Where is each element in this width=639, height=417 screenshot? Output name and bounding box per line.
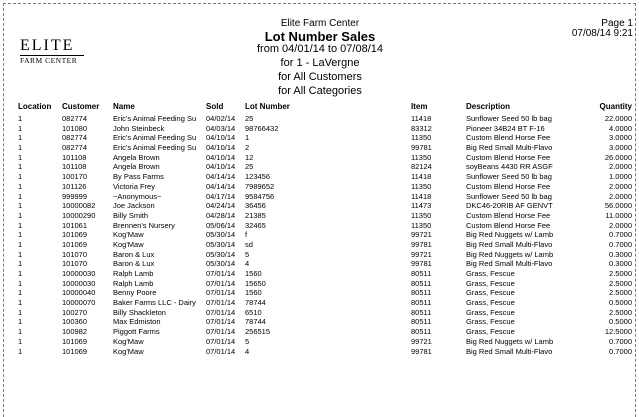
column-header-customer: Customer	[62, 102, 100, 111]
table-row	[0, 124, 639, 134]
location-cell: 1	[18, 346, 23, 356]
quantity-cell: 0.3000	[609, 249, 632, 259]
name-cell: Baron & Lux	[113, 249, 155, 259]
report-title: Lot Number Sales	[264, 29, 376, 44]
sold-date-cell: 07/01/14	[206, 336, 236, 346]
customer-cell: 10000030	[62, 278, 96, 288]
sold-date-cell: 04/14/14	[206, 172, 236, 182]
table-row	[0, 337, 639, 347]
sold-date-cell: 07/01/14	[206, 269, 236, 278]
table-row	[0, 288, 639, 298]
location-cell: 1	[18, 201, 23, 211]
table-row	[0, 250, 639, 260]
description-cell: Pioneer 34B24 BT F-16	[466, 123, 545, 133]
quantity-cell: 2.0000	[609, 162, 632, 172]
customer-cell: 10000082	[62, 201, 96, 211]
location-cell: 1	[18, 239, 23, 249]
sold-date-cell: 05/30/14	[206, 249, 236, 259]
sold-date-cell: 04/10/14	[206, 162, 236, 172]
quantity-cell: 1.0000	[609, 172, 632, 182]
location-cell: 1	[18, 143, 23, 153]
sold-date-cell: 04/10/14	[206, 143, 236, 153]
sold-date-cell: 04/02/14	[206, 114, 236, 123]
column-header-item: Item	[411, 102, 428, 111]
logo-main-text: ELITE	[20, 37, 75, 54]
lot-number-cell: 32465	[245, 220, 266, 230]
lot-number-cell: 5	[245, 249, 250, 259]
table-row	[0, 240, 639, 250]
sold-date-cell: 04/28/14	[206, 210, 236, 220]
table-row	[0, 114, 639, 124]
category-filter: for All Categories	[278, 85, 362, 97]
table-row	[0, 347, 639, 357]
table-row	[0, 298, 639, 308]
customer-cell: 999999	[62, 191, 88, 201]
quantity-cell: 12.5000	[604, 327, 632, 337]
lot-number-cell: 256515	[245, 327, 271, 337]
sold-date-cell: 05/30/14	[206, 239, 236, 249]
description-cell: Big Red Small Multi-Flavo	[466, 259, 553, 269]
name-cell: Ralph Lamb	[113, 278, 154, 288]
customer-cell: 082774	[62, 143, 88, 153]
lot-number-cell: 21385	[245, 210, 266, 220]
sold-date-cell: 07/01/14	[206, 346, 236, 356]
item-cell: 80511	[411, 269, 432, 278]
description-cell: Sunflower Seed 50 lb bag	[466, 172, 552, 182]
lot-number-cell: 4	[245, 259, 250, 269]
description-cell: Custom Blend Horse Fee	[466, 133, 551, 143]
description-cell: soyBeans 4430 RR ASGF	[466, 162, 553, 172]
quantity-cell: 0.7000	[609, 239, 632, 249]
name-cell: Max Edmiston	[113, 317, 161, 327]
location-cell: 1	[18, 317, 23, 327]
location-cell: 1	[18, 288, 23, 298]
location-cell: 1	[18, 269, 23, 278]
customer-cell: 101126	[62, 181, 87, 191]
item-cell: 11418	[411, 114, 432, 123]
lot-number-cell: 25	[245, 162, 254, 172]
name-cell: Kog'Maw	[113, 239, 144, 249]
quantity-cell: 0.7000	[609, 346, 632, 356]
item-cell: 99721	[411, 230, 432, 240]
name-cell: Billy Shackleton	[113, 307, 166, 317]
name-cell: Brennen's Nursery	[113, 220, 175, 230]
quantity-cell: 2.5000	[609, 278, 632, 288]
sold-date-cell: 04/17/14	[206, 191, 236, 201]
table-row	[0, 201, 639, 211]
name-cell: Angela Brown	[113, 162, 160, 172]
item-cell: 80511	[411, 327, 432, 337]
logo-sub-text: FARM CENTER	[20, 56, 78, 65]
customer-cell: 10000070	[62, 298, 96, 308]
item-cell: 99781	[411, 346, 432, 356]
name-cell: Ralph Lamb	[113, 269, 154, 278]
name-cell: ~Anonymous~	[113, 191, 162, 201]
quantity-cell: 22.0000	[604, 114, 632, 123]
sold-date-cell: 04/10/14	[206, 152, 236, 162]
location-cell: 1	[18, 298, 23, 308]
lot-number-cell: 36456	[245, 201, 266, 211]
location-cell: 1	[18, 172, 23, 182]
sold-date-cell: 04/10/14	[206, 133, 236, 143]
name-cell: Eric's Animal Feeding Su	[113, 133, 197, 143]
quantity-cell: 0.7000	[609, 230, 632, 240]
item-cell: 83312	[411, 123, 432, 133]
quantity-cell: 3.0000	[609, 133, 632, 143]
sold-date-cell: 07/01/14	[206, 307, 236, 317]
item-cell: 99781	[411, 239, 432, 249]
quantity-cell: 2.5000	[609, 269, 632, 278]
name-cell: Kog'Maw	[113, 336, 144, 346]
location-cell: 1	[18, 230, 23, 240]
location-cell: 1	[18, 278, 23, 288]
location-filter: for 1 - LaVergne	[280, 57, 360, 69]
company-name: Elite Farm Center	[280, 18, 360, 29]
table-row	[0, 230, 639, 240]
name-cell: Baker Farms LLC - Dairy	[113, 298, 196, 308]
table-row	[0, 269, 639, 279]
name-cell: Billy Smith	[113, 210, 149, 220]
description-cell: Big Red Small Multi-Flavo	[466, 346, 553, 356]
item-cell: 82124	[411, 162, 432, 172]
quantity-cell: 0.7000	[609, 336, 632, 346]
customer-cell: 100270	[62, 307, 88, 317]
description-cell: Grass, Fescue	[466, 307, 515, 317]
quantity-cell: 4.0000	[609, 123, 632, 133]
table-row	[0, 172, 639, 182]
quantity-cell: 2.0000	[609, 220, 632, 230]
customer-cell: 101069	[62, 230, 88, 240]
table-row	[0, 153, 639, 163]
location-cell: 1	[18, 114, 23, 123]
location-cell: 1	[18, 210, 23, 220]
lot-number-cell: 7989652	[245, 181, 275, 191]
customer-cell: 101108	[62, 152, 87, 162]
name-cell: John Steinbeck	[113, 123, 165, 133]
table-row	[0, 133, 639, 143]
location-cell: 1	[18, 307, 23, 317]
customer-cell: 082774	[62, 114, 88, 123]
company-logo	[20, 38, 90, 65]
lot-number-cell: 78744	[245, 298, 266, 308]
description-cell: Grass, Fescue	[466, 327, 515, 337]
sold-date-cell: 07/01/14	[206, 327, 236, 337]
quantity-cell: 3.0000	[609, 143, 632, 153]
table-row	[0, 182, 639, 192]
location-cell: 1	[18, 336, 23, 346]
lot-number-cell: 2	[245, 143, 250, 153]
quantity-cell: 26.0000	[604, 152, 632, 162]
item-cell: 80511	[411, 307, 432, 317]
description-cell: Custom Blend Horse Fee	[466, 181, 551, 191]
date-range: from 04/01/14 to 07/08/14	[257, 43, 383, 55]
name-cell: Baron & Lux	[113, 259, 155, 269]
name-cell: Eric's Animal Feeding Su	[113, 143, 197, 153]
item-cell: 11350	[411, 133, 432, 143]
location-cell: 1	[18, 152, 23, 162]
name-cell: Joe Jackson	[113, 201, 155, 211]
item-cell: 80511	[411, 317, 432, 327]
description-cell: Custom Blend Horse Fee	[466, 210, 551, 220]
item-cell: 11350	[411, 220, 432, 230]
quantity-cell: 2.0000	[609, 181, 632, 191]
item-cell: 11350	[411, 181, 432, 191]
quantity-cell: 56.0000	[604, 201, 632, 211]
table-row	[0, 143, 639, 153]
report-rows	[0, 114, 639, 356]
column-header-quantity: Quantity	[599, 102, 632, 111]
page-info	[572, 19, 633, 39]
location-cell: 1	[18, 259, 23, 269]
item-cell: 11350	[411, 152, 432, 162]
page-border-top	[3, 3, 636, 4]
customer-cell: 101070	[62, 249, 88, 259]
customer-cell: 101061	[62, 220, 88, 230]
location-cell: 1	[18, 123, 23, 133]
customer-cell: 101069	[62, 346, 88, 356]
description-cell: Grass, Fescue	[466, 278, 515, 288]
customer-cell: 100170	[62, 172, 88, 182]
location-cell: 1	[18, 162, 23, 172]
quantity-cell: 2.0000	[609, 191, 632, 201]
description-cell: Grass, Fescue	[466, 317, 515, 327]
lot-number-cell: 123456	[245, 172, 271, 182]
description-cell: Custom Blend Horse Fee	[466, 152, 551, 162]
description-cell: Custom Blend Horse Fee	[466, 220, 551, 230]
table-row	[0, 317, 639, 327]
description-cell: Sunflower Seed 50 lb bag	[466, 114, 552, 123]
column-header-location: Location	[18, 102, 52, 111]
item-cell: 99721	[411, 336, 432, 346]
location-cell: 1	[18, 249, 23, 259]
description-cell: Grass, Fescue	[466, 269, 515, 278]
customer-cell: 101069	[62, 336, 88, 346]
item-cell: 11418	[411, 172, 432, 182]
sold-date-cell: 04/03/14	[206, 123, 236, 133]
customer-cell: 10000030	[62, 269, 96, 278]
description-cell: Big Red Nuggets w/ Lamb	[466, 336, 554, 346]
customer-cell: 101069	[62, 239, 88, 249]
lot-number-cell: 1560	[245, 288, 262, 298]
item-cell: 99781	[411, 143, 432, 153]
lot-number-cell: 1560	[245, 269, 262, 278]
name-cell: Eric's Animal Feeding Su	[113, 114, 197, 123]
table-row	[0, 221, 639, 231]
lot-number-cell: f	[245, 230, 248, 240]
quantity-cell: 0.5000	[609, 317, 632, 327]
name-cell: Benny Poore	[113, 288, 157, 298]
item-cell: 99721	[411, 249, 432, 259]
column-header-name: Name	[113, 102, 135, 111]
customer-cell: 082774	[62, 133, 88, 143]
customer-cell: 10000290	[62, 210, 96, 220]
table-row	[0, 259, 639, 269]
lot-number-cell: 78744	[245, 317, 266, 327]
item-cell: 80511	[411, 278, 432, 288]
name-cell: Piggott Farms	[113, 327, 160, 337]
location-cell: 1	[18, 191, 23, 201]
quantity-cell: 2.5000	[609, 307, 632, 317]
lot-number-cell: 9584756	[245, 191, 275, 201]
column-header-sold: Sold	[206, 102, 224, 111]
description-cell: Big Red Small Multi-Flavo	[466, 143, 553, 153]
lot-number-cell: 4	[245, 346, 250, 356]
customer-cell: 100360	[62, 317, 88, 327]
quantity-cell: 11.0000	[605, 210, 632, 220]
lot-number-cell: 1	[245, 133, 250, 143]
lot-number-cell: 98766432	[245, 123, 279, 133]
customer-cell: 10000040	[62, 288, 96, 298]
sold-date-cell: 04/14/14	[206, 181, 236, 191]
description-cell: Big Red Small Multi-Flavo	[466, 239, 553, 249]
name-cell: Victoria Frey	[113, 181, 155, 191]
quantity-cell: 0.5000	[609, 298, 632, 308]
description-cell: DKC46-20RIB AF GENVT	[466, 201, 553, 211]
table-row	[0, 327, 639, 337]
customer-cell: 100982	[62, 327, 88, 337]
table-row	[0, 308, 639, 318]
table-row	[0, 211, 639, 221]
name-cell: Kog'Maw	[113, 230, 144, 240]
table-row	[0, 279, 639, 289]
description-cell: Big Red Nuggets w/ Lamb	[466, 249, 554, 259]
description-cell: Grass, Fescue	[466, 288, 515, 298]
table-row	[0, 162, 639, 172]
lot-number-cell: 25	[245, 114, 254, 123]
name-cell: By Pass Farms	[113, 172, 164, 182]
column-header-lot-number: Lot Number	[245, 102, 290, 111]
page-number: Page 1	[601, 18, 633, 29]
item-cell: 99781	[411, 259, 432, 269]
item-cell: 80511	[411, 298, 432, 308]
lot-number-cell: 12	[245, 152, 254, 162]
print-timestamp: 07/08/14 9:21	[571, 28, 633, 39]
customer-cell: 101108	[62, 162, 87, 172]
location-cell: 1	[18, 327, 23, 337]
lot-number-cell: 15650	[245, 278, 266, 288]
item-cell: 80511	[411, 288, 432, 298]
table-row	[0, 192, 639, 202]
sold-date-cell: 05/30/14	[206, 230, 236, 240]
item-cell: 11350	[411, 210, 432, 220]
sold-date-cell: 05/30/14	[206, 259, 236, 269]
location-cell: 1	[18, 133, 23, 143]
quantity-cell: 0.3000	[609, 259, 632, 269]
quantity-cell: 2.5000	[609, 288, 632, 298]
column-header-description: Description	[466, 102, 511, 111]
description-cell: Grass, Fescue	[466, 298, 515, 308]
sold-date-cell: 07/01/14	[206, 288, 236, 298]
sold-date-cell: 05/06/14	[206, 220, 236, 230]
customer-cell: 101080	[62, 123, 88, 133]
customer-cell: 101070	[62, 259, 88, 269]
location-cell: 1	[18, 181, 23, 191]
sold-date-cell: 04/24/14	[206, 201, 236, 211]
sold-date-cell: 07/01/14	[206, 317, 236, 327]
lot-number-cell: 6510	[245, 307, 262, 317]
customer-filter: for All Customers	[278, 71, 362, 83]
sold-date-cell: 07/01/14	[206, 298, 236, 308]
description-cell: Big Red Nuggets w/ Lamb	[466, 230, 554, 240]
description-cell: Sunflower Seed 50 lb bag	[466, 191, 552, 201]
item-cell: 11473	[411, 201, 432, 211]
name-cell: Angela Brown	[113, 152, 160, 162]
lot-number-cell: 5	[245, 336, 250, 346]
location-cell: 1	[18, 220, 23, 230]
sold-date-cell: 07/01/14	[206, 278, 236, 288]
name-cell: Kog'Maw	[113, 346, 144, 356]
item-cell: 11418	[411, 191, 432, 201]
lot-number-cell: sd	[245, 239, 253, 249]
